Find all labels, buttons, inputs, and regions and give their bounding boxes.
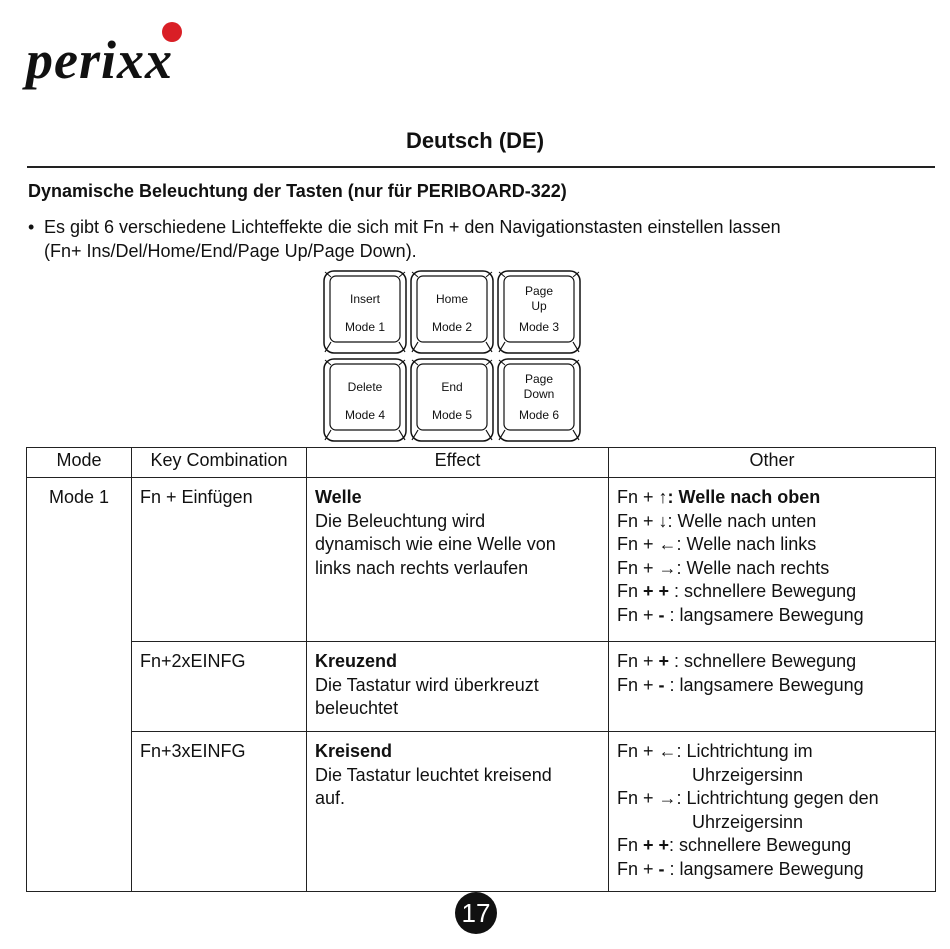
intro-line-1: Es gibt 6 verschiedene Lichteffekte die sich mit Fn + den Navigationstasten einstellen lassen — [44, 217, 781, 237]
other-text: : Welle nach unten — [667, 510, 817, 531]
fn-prefix: Fn — [617, 581, 644, 601]
page-number-badge — [454, 891, 498, 935]
navigation-keypad-illustration — [321, 268, 583, 444]
other-line — [617, 510, 927, 534]
key-label: End — [441, 379, 463, 394]
minus-key: - — [658, 858, 665, 879]
effect-title: Kreisend — [315, 741, 393, 761]
fn-prefix: Fn — [617, 835, 644, 855]
key-end — [410, 358, 494, 442]
other-text: : Lichtrichtung gegen den — [676, 788, 879, 808]
arrow-down-icon: ↓ — [658, 510, 668, 531]
table-row — [27, 732, 936, 892]
key-mode-label: Mode 6 — [518, 408, 560, 422]
key-mode-label: Mode 5 — [431, 408, 473, 422]
key-page-down — [497, 358, 581, 442]
fn-prefix: Fn + — [617, 674, 659, 695]
section-title: Dynamische Beleuchtung der Tasten (nur für PERIBOARD-322) — [28, 181, 567, 201]
other-cell — [609, 642, 936, 732]
key-insert — [323, 270, 407, 354]
key-combination-cell: Fn+3xEINFG — [132, 732, 307, 892]
divider — [27, 166, 935, 168]
key-mode-label: Mode 4 — [344, 408, 386, 422]
effect-description: beleuchtet — [315, 698, 399, 718]
key-combination-cell: Fn+2xEINFG — [132, 642, 307, 732]
language-title: Deutsch (DE) — [405, 128, 545, 153]
fn-prefix: Fn + — [617, 788, 659, 808]
effect-description: Die Beleuchtung wird — [315, 510, 486, 531]
other-text: : langsamere Bewegung — [664, 858, 864, 879]
fn-prefix: Fn + — [617, 651, 659, 671]
intro-line-2: (Fn+ Ins/Del/Home/End/Page Up/Page Down). — [44, 241, 417, 261]
perixx-logo — [22, 18, 272, 96]
effect-description: links nach rechts verlaufen — [315, 557, 529, 578]
arrow-right-icon: → — [658, 788, 677, 808]
effect-description: dynamisch wie eine Welle von — [315, 534, 556, 554]
key-home — [410, 270, 494, 354]
other-text: : Welle nach rechts — [676, 557, 830, 578]
other-line — [617, 811, 927, 835]
other-text: : schnellere Bewegung — [669, 651, 857, 671]
effect-description: auf. — [315, 788, 346, 808]
key-label: Insert — [349, 291, 380, 306]
effect-title: Kreuzend — [315, 651, 398, 671]
other-line — [617, 650, 927, 674]
key-label: Page — [524, 372, 554, 386]
other-text: : Welle nach oben — [667, 487, 821, 507]
other-text: : schnellere Bewegung — [669, 581, 857, 601]
intro-bullet-text — [28, 215, 928, 263]
other-text: : Welle nach links — [676, 534, 817, 554]
fn-prefix: Fn + — [617, 534, 659, 554]
key-label-2: Up — [531, 299, 547, 313]
fn-prefix: Fn + — [617, 604, 659, 625]
other-line — [617, 740, 927, 764]
effect-description: Die Tastatur leuchtet kreisend — [315, 764, 552, 785]
other-line — [617, 604, 927, 628]
other-line — [617, 858, 927, 882]
minus-key: - — [658, 674, 665, 695]
page-number: 17 — [461, 898, 491, 928]
key-mode-label: Mode 2 — [431, 320, 473, 334]
key-page-up — [497, 270, 581, 354]
other-line — [617, 787, 927, 811]
other-text: : langsamere Bewegung — [664, 674, 864, 695]
other-line — [617, 764, 927, 788]
other-line — [617, 580, 927, 604]
minus-key: - — [658, 604, 665, 625]
other-text: : schnellere Bewegung — [669, 835, 852, 855]
header-other: Other — [609, 448, 936, 478]
key-delete — [323, 358, 407, 442]
other-text: Uhrzeigersinn — [692, 764, 804, 785]
table-header-row — [27, 448, 936, 478]
header-effect: Effect — [307, 448, 609, 478]
other-text: : langsamere Bewegung — [664, 604, 864, 625]
other-line — [617, 834, 927, 858]
key-combination-cell: Fn + Einfügen — [132, 478, 307, 642]
key-label: Home — [435, 291, 468, 306]
effect-cell — [307, 732, 609, 892]
header-mode: Mode — [27, 448, 132, 478]
other-line — [617, 486, 927, 510]
effect-description: Die Tastatur wird überkreuzt — [315, 674, 539, 695]
fn-prefix: Fn + — [617, 487, 659, 507]
arrow-left-icon: ← — [658, 741, 677, 761]
plus-key: + + — [643, 581, 670, 601]
other-text: Uhrzeigersinn — [692, 811, 804, 832]
other-line — [617, 557, 927, 581]
logo-text: perixx — [26, 30, 173, 90]
table-row — [27, 478, 936, 642]
header-key-combination: Key Combination — [132, 448, 307, 478]
arrow-left-icon: ← — [658, 534, 677, 554]
other-line — [617, 533, 927, 557]
lighting-modes-table — [26, 447, 936, 892]
mode-cell: Mode 1 — [27, 478, 132, 892]
key-label: Delete — [347, 379, 383, 394]
plus-key: + + — [643, 835, 670, 855]
key-label: Page — [524, 284, 554, 298]
bullet-marker: • — [28, 217, 35, 237]
table-row — [27, 642, 936, 732]
other-cell — [609, 732, 936, 892]
plus-key: + — [658, 651, 670, 671]
other-line — [617, 674, 927, 698]
key-mode-label: Mode 1 — [344, 320, 386, 334]
effect-cell — [307, 478, 609, 642]
fn-prefix: Fn + — [617, 557, 659, 578]
key-mode-label: Mode 3 — [518, 320, 560, 334]
arrow-up-icon: ↑ — [658, 487, 668, 507]
other-text: : Lichtrichtung im — [676, 741, 813, 761]
fn-prefix: Fn + — [617, 741, 659, 761]
effect-title: Welle — [315, 487, 362, 507]
arrow-right-icon: → — [658, 557, 677, 578]
effect-cell — [307, 642, 609, 732]
other-cell — [609, 478, 936, 642]
fn-prefix: Fn + — [617, 858, 659, 879]
key-label-2: Down — [523, 387, 555, 401]
fn-prefix: Fn + — [617, 510, 659, 531]
